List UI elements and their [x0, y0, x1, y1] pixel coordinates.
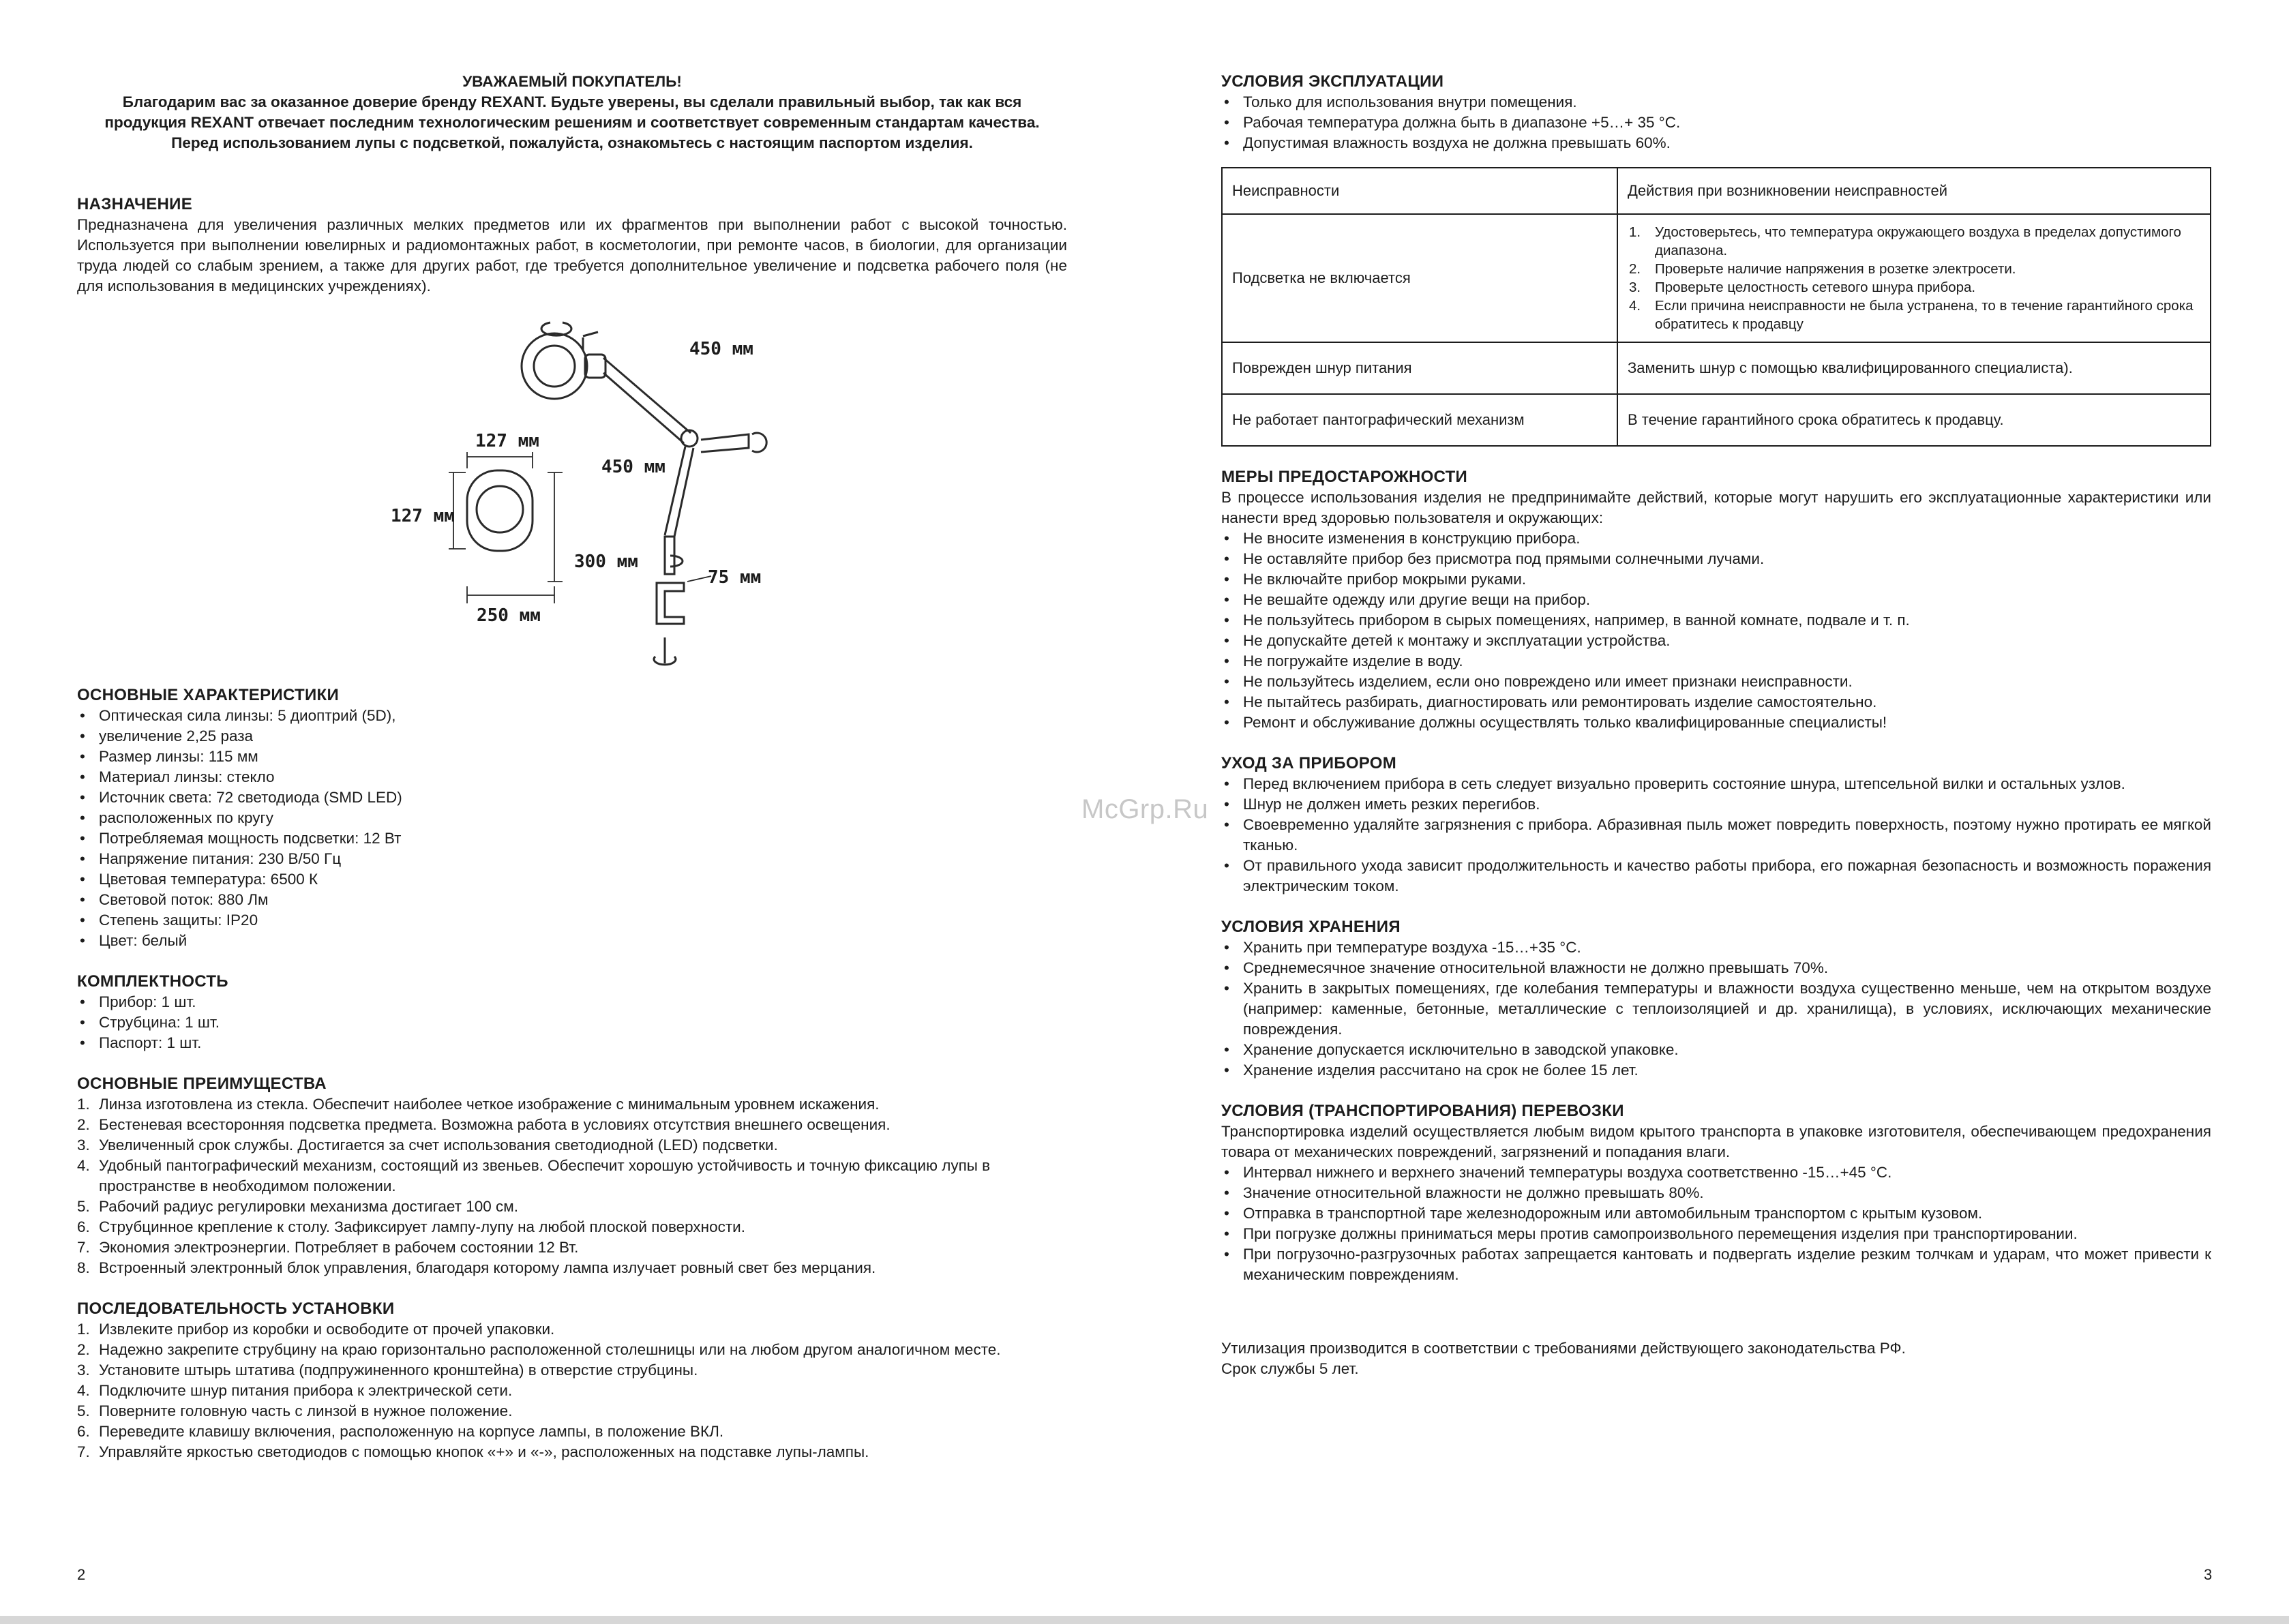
- list-item: • Перед включением прибора в сеть следует визуально проверить состояние шнура, штепсельной вилки и остальных узлов.: [1221, 774, 2211, 794]
- dim-lens-height: 127 мм: [391, 506, 455, 526]
- table-cell: Поврежден шнур питания: [1222, 342, 1617, 394]
- specs-heading: ОСНОВНЫЕ ХАРАКТЕРИСТИКИ: [77, 686, 340, 704]
- intro-text: Благодарим вас за оказанное доверие бренду REXANT. Будьте уверены, вы сделали правильный выбор, так как вся продукция REXANT отвечает последним технологическим решениям и соответствует современным стандартам качества. Перед использованием лупы с подсветкой, пожалуйста, ознакомьтесь с настоящим паспортом изделия.: [104, 93, 1040, 151]
- specs-list: [77, 706, 1067, 951]
- list-item: 6. Струбцинное крепление к столу. Зафиксирует лампу-лупу на любой плоской поверхности.: [77, 1218, 745, 1235]
- advantages-list: [77, 1094, 1067, 1278]
- list-item: • При погрузочно-разгрузочных работах запрещается кантовать и подвергать изделие резким толчкам и ударам, что может привести к механическим повреждениям.: [1221, 1244, 2211, 1285]
- table-clamp: [657, 583, 684, 624]
- list-item: • Оптическая сила линзы: 5 диоптрий (5D),: [77, 706, 1067, 726]
- operation-heading: УСЛОВИЯ ЭКСПЛУАТАЦИИ: [1221, 72, 1444, 91]
- list-item: • Не пользуйтесь прибором в сырых помещениях, например, в ванной комнате, подвале и т. п.: [1221, 610, 2211, 631]
- list-item: 7. Управляйте яркостью светодиодов с помощью кнопок «+» и «-», расположенных на подставке лупы-лампы.: [77, 1443, 869, 1460]
- list-item: • Размер линзы: 115 мм: [77, 747, 1067, 767]
- list-item: 2. Надежно закрепите струбцину на краю горизонтально расположенной столешницы или на любом другом аналогичном месте.: [77, 1341, 1001, 1358]
- list-item: • Значение относительной влажности не должно превышать 80%.: [1221, 1183, 2211, 1203]
- kit-section: [77, 972, 1067, 1053]
- list-item: 6. Переведите клавишу включения, расположенную на корпусе лампы, в положение ВКЛ.: [77, 1423, 724, 1440]
- list-item: • Хранение изделия рассчитано на срок не более 15 лет.: [1221, 1060, 2211, 1081]
- table-cell: Заменить шнур с помощью квалифицированного специалиста).: [1617, 342, 2211, 394]
- list-item: • Рабочая температура должна быть в диапазоне +5…+ 35 °С.: [1221, 112, 2211, 133]
- table-header-cell: Действия при возникновении неисправностей: [1617, 168, 2211, 214]
- list-item: • Среднемесячное значение относительной влажности не должно превышать 70%.: [1221, 958, 2211, 978]
- list-item: 3. Проверьте целостность сетевого шнура прибора.: [1629, 280, 1976, 295]
- purpose-section: [77, 194, 1067, 297]
- list-item: 5. Поверните головную часть с линзой в нужное положение.: [77, 1402, 513, 1419]
- list-item: • Отправка в транспортной таре железнодорожным или автомобильным транспортом с крытым кузовом.: [1221, 1203, 2211, 1224]
- list-item: • Не погружайте изделие в воду.: [1221, 651, 2211, 672]
- disposal-text: Утилизация производится в соответствии с требованиями действующего законодательства РФ.: [1221, 1340, 1906, 1357]
- table-cell: Подсветка не включается: [1222, 214, 1617, 342]
- list-item: • Не пытайтесь разбирать, диагностировать или ремонтировать изделие самостоятельно.: [1221, 692, 2211, 712]
- purpose-heading: НАЗНАЧЕНИЕ: [77, 195, 192, 213]
- list-item: 7. Экономия электроэнергии. Потребляет в рабочем состоянии 12 Вт.: [77, 1239, 579, 1256]
- dim-post-height: 300 мм: [574, 552, 638, 572]
- list-item: • Степень защиты: IP20: [77, 910, 1067, 931]
- list-item: 4. Удобный пантографический механизм, состоящий из звеньев. Обеспечит хорошую устойчивость и точную фиксацию лупы в пространстве в необходимом положении.: [77, 1157, 991, 1194]
- table-row: [1222, 214, 2211, 342]
- list-item: • Напряжение питания: 230 В/50 Гц: [77, 849, 1067, 869]
- storage-list: [1221, 937, 2211, 1081]
- operation-section: [1221, 72, 2211, 153]
- precautions-heading: МЕРЫ ПРЕДОСТАРОЖНОСТИ: [1221, 468, 1468, 486]
- page-right: [1144, 0, 2289, 1624]
- transport-text: Транспортировка изделий осуществляется любым видом крытого транспорта в упаковке изготовителя, обеспечивающем предохранения товара от механических повреждений, загрязнений и попадания влаги.: [1221, 1123, 2211, 1160]
- list-item: • расположенных по кругу: [77, 808, 1067, 828]
- list-item: • Допустимая влажность воздуха не должна превышать 60%.: [1221, 133, 2211, 153]
- watermark: McGrp.Ru: [1081, 794, 1209, 824]
- list-item: • От правильного ухода зависит продолжительность и качество работы прибора, его пожарная безопасность и возможность поражения электрическим током.: [1221, 856, 2211, 897]
- list-item: • Только для использования внутри помещения.: [1221, 92, 2211, 112]
- table-row: [1222, 342, 2211, 394]
- page-left: [0, 0, 1144, 1624]
- dimension-labels: [391, 339, 761, 626]
- advantages-section: [77, 1074, 1067, 1278]
- lamp-drawing: [77, 317, 1067, 672]
- list-item: • Струбцина: 1 шт.: [77, 1012, 1067, 1033]
- table-header-row: [1222, 168, 2211, 214]
- care-section: [1221, 753, 2211, 897]
- list-item: 4. Если причина неисправности не была устранена, то в течение гарантийного срока обратитесь к продавцу: [1629, 298, 2194, 332]
- faults-table: [1221, 167, 2211, 447]
- list-item: • Не включайте прибор мокрыми руками.: [1221, 569, 2211, 590]
- dim-clamp: 75 мм: [708, 567, 762, 588]
- storage-heading: УСЛОВИЯ ХРАНЕНИЯ: [1221, 918, 1401, 936]
- list-item: • Паспорт: 1 шт.: [77, 1033, 1067, 1053]
- kit-heading: КОМПЛЕКТНОСТЬ: [77, 972, 228, 991]
- table-cell: Не работает пантографический механизм: [1222, 394, 1617, 446]
- page-number-right: 3: [2204, 1566, 2213, 1583]
- lifetime-text: Срок службы 5 лет.: [1221, 1360, 1359, 1377]
- install-section: [77, 1299, 1067, 1462]
- dimension-lines: [449, 452, 711, 603]
- table-header-cell: Неисправности: [1222, 168, 1617, 214]
- list-item: • Не оставляйте прибор без присмотра под прямыми солнечными лучами.: [1221, 549, 2211, 569]
- precautions-text: В процессе использования изделия не предпринимайте действий, которые могут нарушить его эксплуатационные характеристики или нанести вред здоровью пользователя и окружающих:: [1221, 489, 2211, 526]
- list-item: • Не допускайте детей к монтажу и эксплуатации устройства.: [1221, 631, 2211, 651]
- bottom-strip: [0, 1616, 2289, 1624]
- list-item: • Не пользуйтесь изделием, если оно повреждено или имеет признаки неисправности.: [1221, 672, 2211, 692]
- kit-list: [77, 992, 1067, 1053]
- list-item: 4. Подключите шнур питания прибора к электрической сети.: [77, 1382, 513, 1399]
- list-item: 3. Установите штырь штатива (подпружиненного кронштейна) в отверстие струбцины.: [77, 1362, 698, 1379]
- page-number-left: 2: [77, 1566, 86, 1583]
- transport-section: [1221, 1101, 2211, 1285]
- fault-actions-list: [1628, 223, 2200, 333]
- table-cell: В течение гарантийного срока обратитесь к продавцу.: [1617, 394, 2211, 446]
- storage-section: [1221, 917, 2211, 1081]
- list-item: 1. Линза изготовлена из стекла. Обеспечит наиболее четкое изображение с минимальным уровнем искажения.: [77, 1096, 880, 1113]
- list-item: • Интервал нижнего и верхнего значений температуры воздуха соответственно -15…+45 °С.: [1221, 1162, 2211, 1183]
- precautions-section: [1221, 467, 2211, 733]
- table-cell: [1617, 214, 2211, 342]
- list-item: • Источник света: 72 светодиода (SMD LED): [77, 787, 1067, 808]
- intro: [77, 72, 1067, 153]
- left-column: [77, 72, 1067, 1483]
- list-item: 5. Рабочий радиус регулировки механизма достигает 100 см.: [77, 1198, 518, 1215]
- front-lens: [477, 486, 523, 532]
- care-list: [1221, 774, 2211, 897]
- dim-upper-arm: 450 мм: [689, 339, 753, 359]
- list-item: • Цветовая температура: 6500 К: [77, 869, 1067, 890]
- list-item: • Шнур не должен иметь резких перегибов.: [1221, 794, 2211, 815]
- list-item: • Цвет: белый: [77, 931, 1067, 951]
- list-item: • Хранить в закрытых помещениях, где колебания температуры и влажности воздуха существенно меньше, чем на открытом воздухе (например: каменные, бетонные, металлические с теплоизоляцией и др. хранилища), в условиях, исключающих механические повреждения.: [1221, 978, 2211, 1040]
- list-item: 2. Бестеневая всесторонняя подсветка предмета. Возможна работа в условиях отсутствия внешнего освещения.: [77, 1116, 891, 1133]
- list-item: 3. Увеличенный срок службы. Достигается за счет использования светодиодной (LED) подсветки.: [77, 1137, 778, 1154]
- list-item: • При погрузке должны приниматься меры против самопроизвольного перемещения изделия при транспортировании.: [1221, 1224, 2211, 1244]
- list-item: 2. Проверьте наличие напряжения в розетке электросети.: [1629, 261, 2016, 277]
- list-item: • Световой поток: 880 Лм: [77, 890, 1067, 910]
- list-item: 1. Удостоверьтесь, что температура окружающего воздуха в пределах допустимого диапазона.: [1629, 224, 2181, 258]
- care-heading: УХОД ЗА ПРИБОРОМ: [1221, 754, 1397, 772]
- list-item: 1. Извлеките прибор из коробки и освободите от прочей упаковки.: [77, 1321, 555, 1338]
- list-item: • Материал линзы: стекло: [77, 767, 1067, 787]
- list-item: • Хранить при температуре воздуха -15…+35 °С.: [1221, 937, 2211, 958]
- spring-housing: [701, 434, 749, 452]
- transport-list: [1221, 1162, 2211, 1285]
- dim-base-width: 250 мм: [477, 605, 541, 626]
- upper-lens-ring: [522, 333, 587, 399]
- list-item: • Не вешайте одежду или другие вещи на прибор.: [1221, 590, 2211, 610]
- list-item: • Хранение допускается исключительно в заводской упаковке.: [1221, 1040, 2211, 1060]
- list-item: • увеличение 2,25 раза: [77, 726, 1067, 747]
- list-item: • Не вносите изменения в конструкцию прибора.: [1221, 528, 2211, 549]
- list-item: • Потребляемая мощность подсветки: 12 Вт: [77, 828, 1067, 849]
- list-item: 8. Встроенный электронный блок управления, благодаря которому лампа излучает ровный свет без мерцания.: [77, 1259, 876, 1276]
- install-heading: ПОСЛЕДОВАТЕЛЬНОСТЬ УСТАНОВКИ: [77, 1299, 395, 1318]
- table-row: [1222, 394, 2211, 446]
- right-column: [1221, 72, 2211, 1379]
- upper-lens: [534, 346, 575, 387]
- lamp-diagram: [77, 317, 1067, 672]
- transport-heading: УСЛОВИЯ (ТРАНСПОРТИРОВАНИЯ) ПЕРЕВОЗКИ: [1221, 1102, 1624, 1120]
- dim-lower-arm: 450 мм: [601, 457, 665, 477]
- list-item: • Ремонт и обслуживание должны осуществлять только квалифицированные специалисты!: [1221, 712, 2211, 733]
- operation-list: [1221, 92, 2211, 153]
- precautions-list: [1221, 528, 2211, 733]
- purpose-text: Предназначена для увеличения различных мелких предметов или их фрагментов при выполнении работ с высокой точностью. Используется при выполнении ювелирных и радиомонтажных работ, в косметологии, при ремонте часов, в биологии, для организации труда людей со слабым зрением, а также для других работ, где требуется дополнительное увеличение и подсветка рабочего поля (не для использования в медицинских учреждениях).: [77, 216, 1067, 295]
- install-list: [77, 1319, 1067, 1462]
- upper-arm: [603, 358, 691, 443]
- list-item: • Прибор: 1 шт.: [77, 992, 1067, 1012]
- advantages-heading: ОСНОВНЫЕ ПРЕИМУЩЕСТВА: [77, 1074, 327, 1093]
- specs-section: [77, 685, 1067, 951]
- intro-title: УВАЖАЕМЫЙ ПОКУПАТЕЛЬ!: [462, 73, 682, 90]
- dim-lens-width: 127 мм: [475, 431, 539, 451]
- list-item: • Своевременно удаляйте загрязнения с прибора. Абразивная пыль может повредить поверхность, поэтому нужно протирать ее мягкой тканью.: [1221, 815, 2211, 856]
- lower-arm: [665, 447, 693, 537]
